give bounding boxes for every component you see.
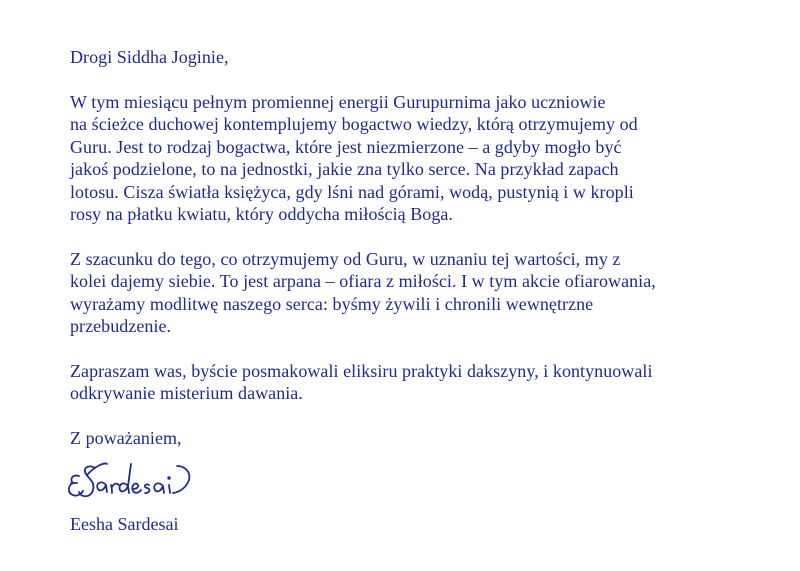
paragraph-line: W tym miesiącu pełnym promiennej energii Gurupurnima jako uczniowie — [70, 91, 606, 112]
paragraph-2 — [70, 248, 750, 338]
handwritten-signature — [65, 452, 215, 514]
paragraph-line: Guru. Jest to rodzaj bogactwa, które jest niezmierzone – a gdyby mogło być — [70, 136, 622, 157]
paragraph-line: lotosu. Cisza światła księżyca, gdy lśni nad górami, wodą, pustynią i w kropli — [70, 181, 634, 202]
signer-name: Eesha Sardesai — [70, 514, 179, 534]
paragraph-line: odkrywanie misterium dawania. — [70, 383, 303, 403]
salutation: Drogi Siddha Joginie, — [70, 47, 229, 67]
closing: Z poważaniem, — [70, 427, 182, 448]
paragraph-1 — [70, 91, 750, 226]
paragraph-line: wyrażamy modlitwę naszego serca: byśmy żywili i chronili wewnętrzne — [70, 293, 594, 314]
paragraph-line: kolei dajemy siebie. To jest arpana – ofiara z miłości. I w tym akcie ofiarowania, — [70, 271, 656, 291]
paragraph-line: Z szacunku do tego, co otrzymujemy od Guru, w uznaniu tej wartości, my z — [70, 248, 621, 269]
paragraph-line: przebudzenie. — [70, 316, 172, 336]
paragraph-line: na ścieżce duchowej kontemplujemy bogactwo wiedzy, którą otrzymujemy od — [70, 114, 638, 134]
paragraph-line: rosy na płatku kwiatu, który oddycha miłością Boga. — [70, 204, 453, 224]
paragraph-3 — [70, 360, 750, 405]
letter-body — [70, 46, 750, 449]
paragraph-line: jakoś podzielone, to na jednostki, jakie zna tylko serce. Na przykład zapach — [70, 159, 619, 179]
signature-drawing — [65, 452, 215, 514]
paragraph-line: Zapraszam was, byście posmakowali eliksiru praktyki dakszyny, i kontynuowali — [70, 360, 653, 381]
